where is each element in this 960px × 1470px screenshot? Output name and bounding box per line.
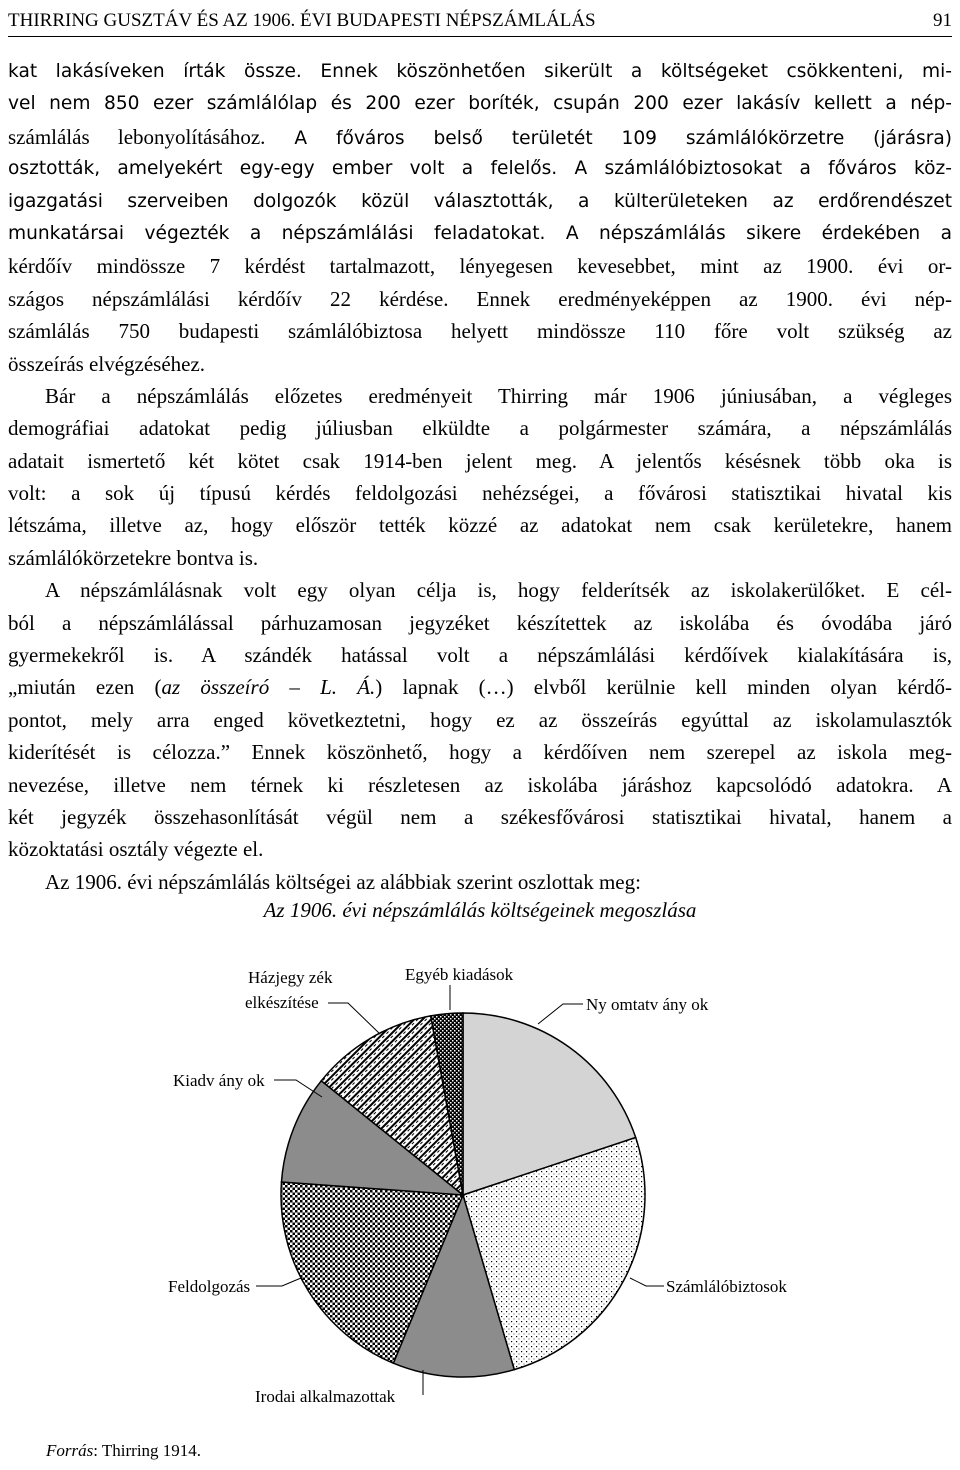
source-text: : Thirring 1914. xyxy=(93,1441,202,1460)
text-segment: ) lapnak (…) elvből kerülnie kell minden olyan kérdő- xyxy=(375,675,952,700)
pie-label-szamlalobiztosok: Számlálóbiztosok xyxy=(666,1277,787,1296)
text-segment: számlálás lebonyolításához. xyxy=(8,124,266,149)
pie-label-feldolgozas: Feldolgozás xyxy=(168,1277,251,1296)
source-label: Forrás xyxy=(46,1441,94,1460)
pie-label-irodai-alkalmazottak: Irodai alkalmazottak xyxy=(255,1387,396,1406)
body-text xyxy=(8,56,952,898)
text-segment: „miután ezen ( xyxy=(8,675,162,700)
text-line: közoktatási osztály végezte el. xyxy=(8,837,264,862)
text-line: Az 1906. évi népszámlálás költségei az alábbiak szerint oszlottak meg: xyxy=(45,869,641,894)
figure-title: Az 1906. évi népszámlálás költségeinek megoszlása xyxy=(263,898,697,922)
text-line: volt: a sok új típusú kérdés feldolgozási nehézségei, a fővárosi statisztikai hivatal kis xyxy=(8,481,952,506)
text-line: számlálókörzetekre bontva is. xyxy=(8,545,259,570)
text-line: szágos népszámlálási kérdőív 22 kérdése. Ennek eredményeképpen az 1900. évi nép- xyxy=(8,286,952,311)
text-line: nevezése, illetve nem térnek ki részletesen az iskolába járáshoz kapcsolódó adatokra. A xyxy=(8,772,952,797)
text-line: adatait ismertető két kötet csak 1914-ben jelent meg. A jelentős késésnek több oka is xyxy=(8,448,952,473)
leader-line xyxy=(538,1004,583,1024)
pie-label-ny-omtatv-any-ok: Ny omtatv ány ok xyxy=(586,995,709,1014)
text-line: számlálás 750 budapesti számlálóbiztosa helyett mindössze 110 főre volt szükség az xyxy=(8,319,952,344)
pie-label-egyeb-kiadasok: Egyéb kiadások xyxy=(405,965,514,984)
text-line: gyermekekről is. A szándék hatással volt a népszámlálási kérdőívek kialakítására is, xyxy=(8,643,952,668)
text-line: két jegyzék összehasonlítását végül nem a székesfővárosi statisztikai hivatal, hanem a xyxy=(8,804,952,829)
text-line xyxy=(8,671,952,703)
text-line: munkatársai végezték a népszámlálási feladatokat. A népszámlálás sikere érdekében a xyxy=(8,222,952,244)
text-segment: A főváros belső területét 109 számlálókörzetre (járásra) xyxy=(265,127,952,149)
text-line: osztották, amelyekért egy-egy ember volt a felelős. A számlálóbiztosokat a főváros köz- xyxy=(8,158,952,180)
text-line: összeírás elvégzéséhez. xyxy=(8,351,206,376)
text-line: pontot, mely arra enged következtetni, hogy ez az összeírás egyúttal az iskolamulasztók xyxy=(8,707,952,732)
running-head xyxy=(8,2,952,37)
pie-label-elkeszitese: elkészítése xyxy=(245,993,319,1012)
running-title: THIRRING GUSZTÁV ÉS AZ 1906. ÉVI BUDAPESTI NÉPSZÁMLÁLÁS xyxy=(8,10,596,31)
pie-chart xyxy=(0,940,960,1440)
leader-line xyxy=(328,1003,380,1034)
italic-insert: az összeíró – L. Á. xyxy=(161,675,376,700)
text-line: A népszámlálásnak volt egy olyan célja is, hogy felderítsék az iskolakerülőket. E cél- xyxy=(45,578,952,603)
text-line: ból a népszámlálással párhuzamosan jegyzéket készítettek az iskolába és óvodába járó xyxy=(8,610,952,635)
pie-label-kiadv-any-ok: Kiadv ány ok xyxy=(173,1071,265,1090)
source-note xyxy=(46,1441,201,1461)
text-line: kérdőív mindössze 7 kérdést tartalmazott, lényegesen kevesebbet, mint az 1900. évi or- xyxy=(8,254,952,279)
page-number: 91 xyxy=(933,10,952,31)
text-line: vel nem 850 ezer számlálólap és 200 ezer boríték, csupán 200 ezer lakásív kellett a nép- xyxy=(8,93,952,115)
text-line xyxy=(8,121,952,153)
leader-line xyxy=(630,1278,664,1286)
text-line: igazgatási szerveiben dolgozók közül választották, a külterületeken az erdőrendészet xyxy=(8,190,952,212)
text-line: demográfiai adatokat pedig júliusban elküldte a polgármester számára, a népszámlálás xyxy=(8,416,952,441)
text-line: kat lakásíveken írták össze. Ennek köszönhetően sikerült a költségeket csökkenteni, mi- xyxy=(8,61,952,82)
leader-line xyxy=(256,1278,301,1286)
pie-label-hazjegy-zek: Házjegy zék xyxy=(248,968,333,987)
text-line: Bár a népszámlálás előzetes eredményeit Thirring már 1906 júniusában, a végleges xyxy=(45,383,952,408)
text-line: létszáma, illetve az, hogy először tették közzé az adatokat nem csak kerületekre, hanem xyxy=(8,513,952,538)
text-line: kiderítését is célozza.” Ennek köszönhető, hogy a kérdőíven nem szerepel az iskola meg- xyxy=(8,740,952,765)
